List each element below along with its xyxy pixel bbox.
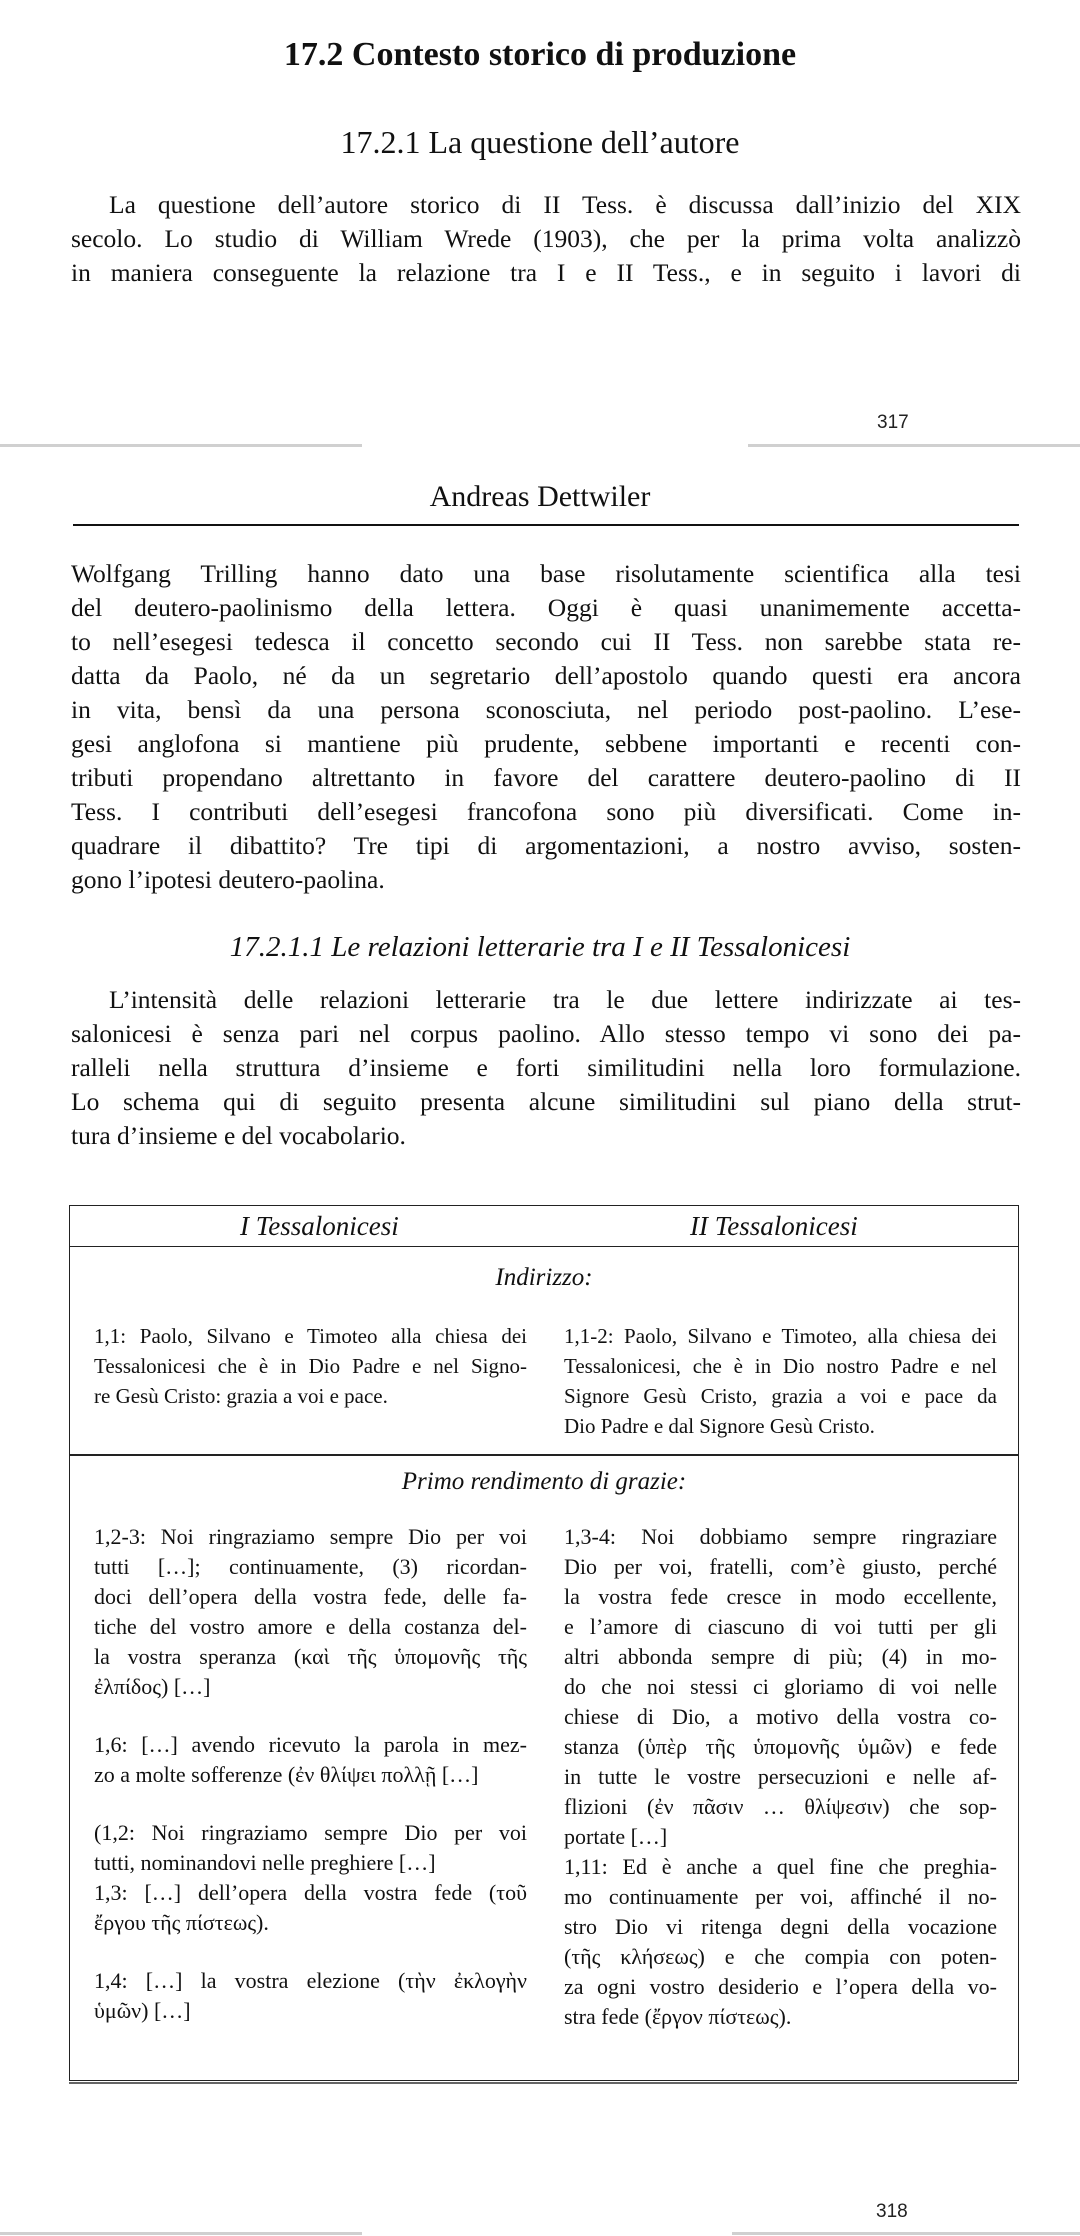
text-line: in vita, bensì da una persona sconosciuta, nel periodo post-paolino. L’ese-	[71, 695, 1021, 724]
page-separator-left	[0, 2232, 362, 2235]
cell-line: mo continuamente per voi, affinché il no-	[564, 1884, 997, 1909]
cell-line: doci dell’opera della vostra fede, delle fa-	[94, 1584, 527, 1609]
header-rule	[73, 524, 1019, 526]
citation-block	[94, 1966, 527, 2026]
column-header-1: I Tessalonicesi	[240, 1211, 399, 1241]
cell-line: 1,2-3: Noi ringraziamo sempre Dio per voi	[94, 1524, 527, 1549]
cell-line: ἐλπίδος) […]	[94, 1674, 211, 1699]
cell-line: in tutte le vostre persecuzioni e nelle af-	[564, 1764, 997, 1789]
text-line: La questione dell’autore storico di II Tess. è discussa dall’inizio del XIX	[109, 190, 1021, 219]
section-heading: 17.2 Contesto storico di produzione	[283, 36, 797, 73]
citation-block	[94, 1818, 527, 1938]
text-line: secolo. Lo studio di William Wrede (1903), che per la prima volta analizzò	[71, 224, 1021, 253]
text-line: Wolfgang Trilling hanno dato una base risolutamente scientifica alla tesi	[71, 559, 1021, 588]
cell-line: re Gesù Cristo: grazia a voi e pace.	[94, 1384, 388, 1408]
cell-line: la vostra fede cresce in modo eccellente,	[564, 1584, 997, 1609]
page-separator-left	[0, 444, 362, 447]
body-paragraph	[71, 557, 1021, 897]
text-line: del deutero-paolinismo della lettera. Oggi è quasi unanimemente accetta-	[71, 593, 1021, 622]
cell-line: ἔργου τῆς πίστεως).	[94, 1910, 269, 1935]
cell-line: portate […]	[564, 1824, 668, 1849]
address-right	[564, 1321, 997, 1441]
citation-block	[94, 1730, 527, 1790]
section-title-thanksgiving: Primo rendimento di grazie:	[401, 1468, 687, 1495]
cell-line: altri abbonda sempre di più; (4) in mo-	[564, 1644, 997, 1669]
cell-line: flizioni (ἐν πᾶσιν … θλίψεσιν) che sop-	[564, 1794, 997, 1819]
cell-line: stra fede (ἔργον πίστεως).	[564, 2004, 792, 2029]
cell-line: zo a molte sofferenze (ἐν θλίψει πολλῇ […]	[94, 1762, 479, 1787]
text-line: Lo schema qui di seguito presenta alcune similitudini sul piano della strut-	[71, 1087, 1021, 1116]
text-line: salonicesi è senza pari nel corpus paolino. Allo stesso tempo vi sono dei pa-	[71, 1019, 1021, 1048]
page-separator-right	[732, 2232, 1080, 2235]
cell-line: ὑμῶν) […]	[94, 1998, 191, 2023]
cell-line: Signore Gesù Cristo, grazia a voi e pace da	[564, 1384, 997, 1408]
thanksgiving-right	[564, 1522, 997, 2032]
cell-line: 1,4: […] la vostra elezione (τὴν ἐκλογὴν	[94, 1968, 527, 1993]
cell-line: e l’amore di ciascuno di voi tutti per gli	[564, 1614, 997, 1639]
table-header	[70, 1206, 1018, 1247]
cell-line: 1,1: Paolo, Silvano e Timoteo alla chiesa dei	[94, 1324, 527, 1348]
cell-line: Dio Padre e dal Signore Gesù Cristo.	[564, 1414, 875, 1438]
cell-line: 1,6: […] avendo ricevuto la parola in mez-	[94, 1732, 527, 1757]
cell-line: do che noi stessi ci gloriamo di voi nelle	[564, 1674, 997, 1699]
cell-line: 1,3: […] dell’opera della vostra fede (τοῦ	[94, 1880, 527, 1905]
address-left	[94, 1321, 527, 1411]
cell-line: tutti […]; continuamente, (3) ricordan-	[94, 1554, 527, 1579]
cell-line: Tessalonicesi che è in Dio Padre e nel Signo-	[94, 1354, 527, 1378]
page-separator-right	[748, 444, 1080, 447]
subsection-heading: 17.2.1 La questione dell’autore	[340, 124, 740, 160]
text-line: to nell’esegesi tedesca il concetto secondo cui II Tess. non sarebbe stata re-	[71, 627, 1021, 656]
cell-line: za ogni vostro desiderio e l’opera della vo-	[564, 1974, 997, 1999]
cell-line: 1,11: Ed è anche a quel fine che preghia-	[564, 1854, 997, 1879]
cell-line: 1,3-4: Noi dobbiamo sempre ringraziare	[564, 1524, 997, 1549]
subsubsection-heading: 17.2.1.1 Le relazioni letterarie tra I e II Tessalonicesi	[229, 931, 851, 963]
cell-line: stro Dio vi ritenga degni della vocazione	[564, 1914, 997, 1939]
text-line: L’intensità delle relazioni letterarie tra le due lettere indirizzate ai tes-	[109, 985, 1021, 1014]
running-head: Andreas Dettwiler	[429, 480, 651, 513]
table-bottom-rule	[69, 2082, 1017, 2084]
text-line: gesi anglofona si mantiene più prudente, sebbene importanti e recenti con-	[71, 729, 1021, 758]
intro-paragraph	[71, 188, 1021, 290]
text-line: ralleli nella struttura d’insieme e forti similitudini nella loro formulazione.	[71, 1053, 1021, 1082]
cell-line: stanza (ὑπὲρ τῆς ὑπομονῆς ὑμῶν) e fede	[564, 1734, 997, 1759]
citation-block	[94, 1522, 527, 1702]
cell-line: tutti, nominandovi nelle preghiere […]	[94, 1850, 436, 1875]
cell-line: chiese di Dio, a motivo della vostra co-	[564, 1704, 997, 1729]
thanksgiving-left	[94, 1522, 527, 2054]
text-line: tributi propendano altrettanto in favore del carattere deutero-paolino di II	[71, 763, 1021, 792]
text-line: tura d’insieme e del vocabolario.	[71, 1121, 406, 1150]
section-title-address: Indirizzo:	[495, 1264, 593, 1291]
page-number: 318	[876, 2201, 908, 2222]
cell-line: Dio per voi, fratelli, com’è giusto, perché	[564, 1554, 997, 1579]
cell-line: (τῆς κλήσεως) e che compia con poten-	[564, 1944, 997, 1969]
comparison-table	[69, 1205, 1019, 2081]
text-line: in maniera conseguente la relazione tra I e II Tess., e in seguito i lavori di	[71, 258, 1021, 287]
column-header-2: II Tessalonicesi	[690, 1211, 858, 1241]
second-paragraph	[71, 983, 1021, 1153]
text-line: datta da Paolo, né da un segretario dell’apostolo quando questi era ancora	[71, 661, 1021, 690]
cell-line: la vostra speranza (καὶ τῆς ὑπομονῆς τῆς	[94, 1644, 527, 1669]
cell-line: tiche del vostro amore e della costanza del-	[94, 1614, 527, 1639]
cell-line: Tessalonicesi, che è in Dio nostro Padre e nel	[564, 1354, 997, 1378]
section-divider	[70, 1454, 1018, 1456]
cell-line: (1,2: Noi ringraziamo sempre Dio per voi	[94, 1820, 527, 1845]
text-line: gono l’ipotesi deutero-paolina.	[71, 865, 385, 894]
page-number: 317	[877, 412, 909, 433]
text-line: quadrare il dibattito? Tre tipi di argomentazioni, a nostro avviso, sosten-	[71, 831, 1021, 860]
text-line: Tess. I contributi dell’esegesi francofona sono più diversificati. Come in-	[71, 797, 1021, 826]
cell-line: 1,1-2: Paolo, Silvano e Timoteo, alla chiesa dei	[564, 1324, 997, 1348]
